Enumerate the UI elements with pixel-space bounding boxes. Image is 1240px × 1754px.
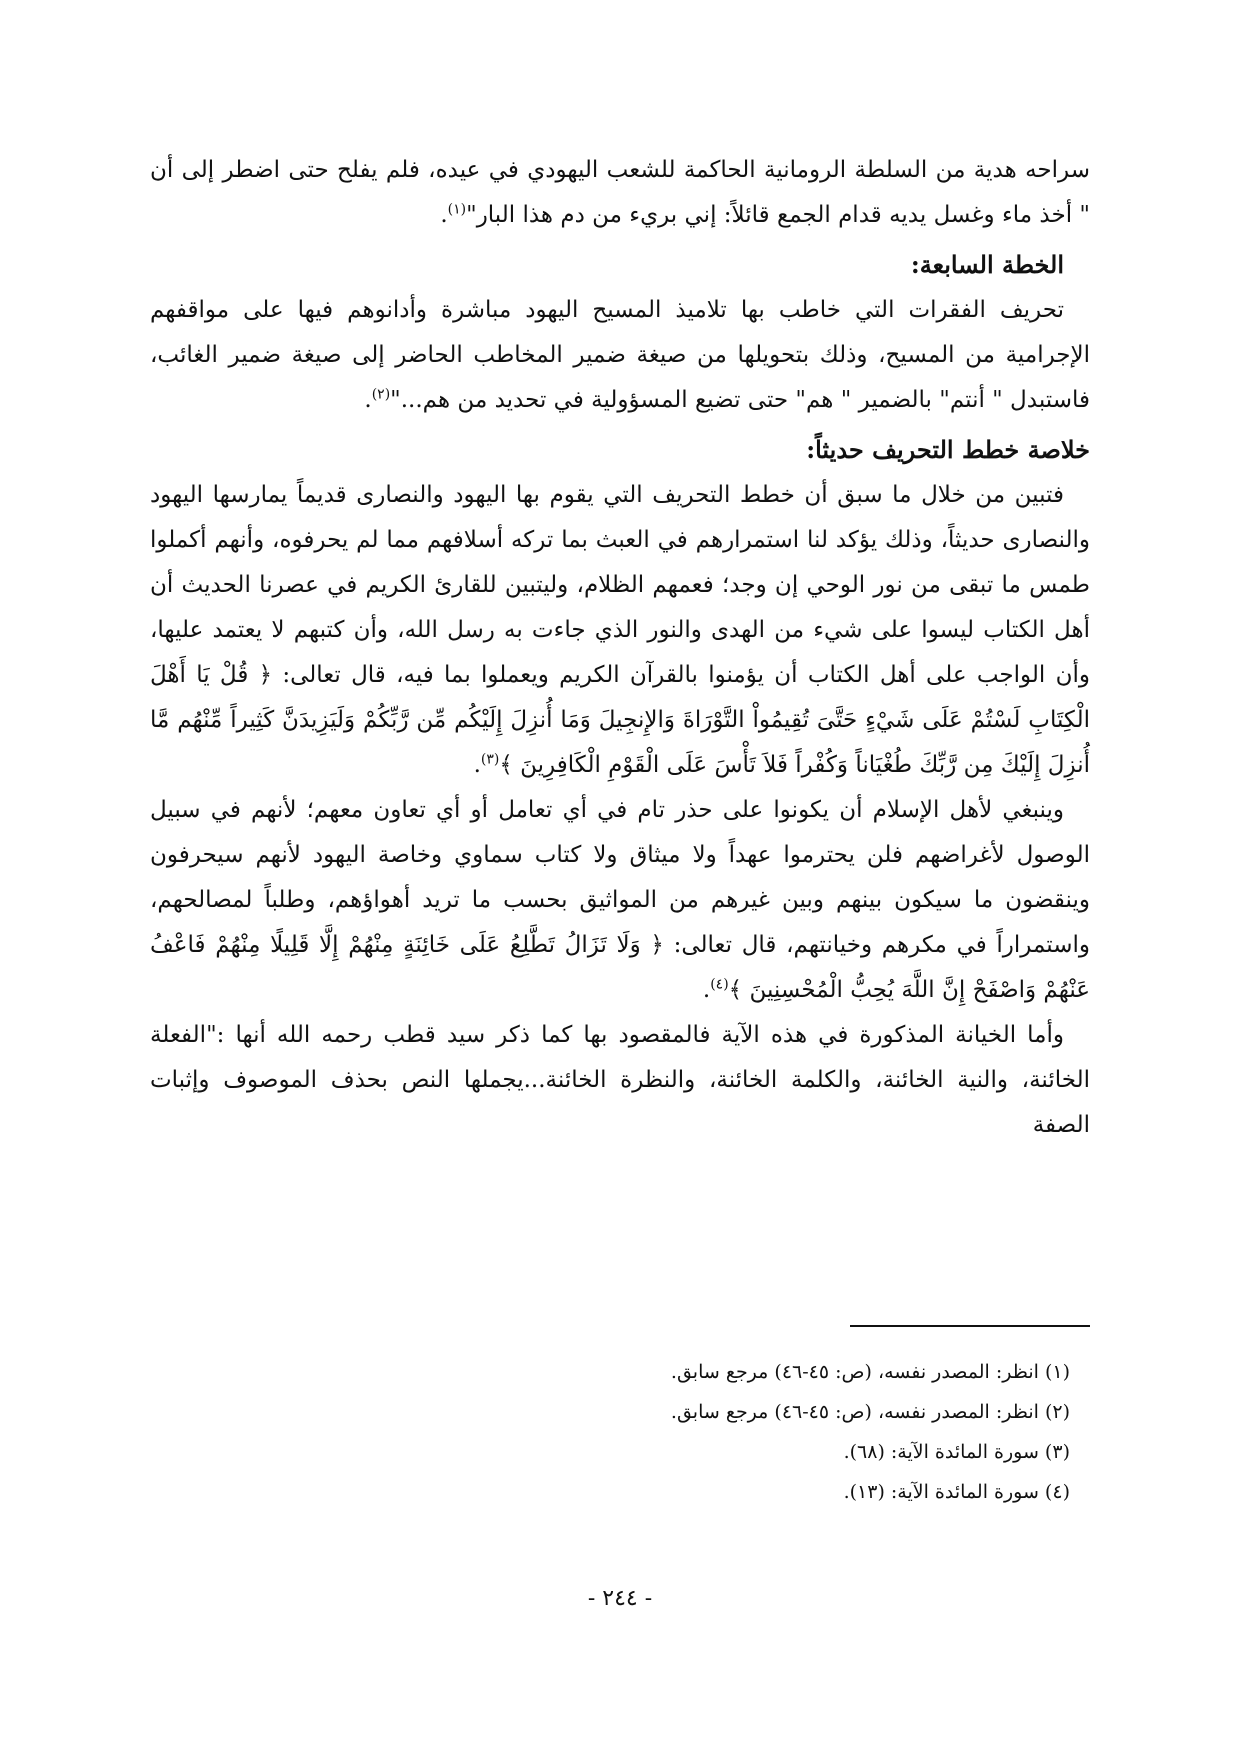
paragraph-4-end: . (702, 977, 711, 1003)
paragraph-1-text: سراحه هدية من السلطة الرومانية الحاكمة للشعب اليهودي في عيده، فلم يفلح حتى اضطر إلى أن " أخذ ماء وغسل يديه قدام الجمع قائلاً: إني بريء من دم هذا البار" (150, 157, 1090, 228)
paragraph-2 (150, 288, 1090, 423)
paragraph-3-text: فتبين من خلال ما سبق أن خطط التحريف التي يقوم بها اليهود والنصارى قديماً يمارسها اليهود والنصارى حديثاً، وذلك يؤكد لنا استمرارهم في العبث بما تركه أسلافهم مما لم يحرفوه، وأنهم أكملوا طمس ما تبقى من نور الوحي إن وجد؛ فعمهم الظلام، وليتبين للقارئ الكريم في عصرنا الحديث أن أهل الكتاب ليسوا على شيء من الهدى والنور الذي جاءت به رسل الله، وأن كتبهم لا يعتمد عليها، وأن الواجب على أهل الكتاب أن يؤمنوا بالقرآن الكريم ويعملوا بما فيه، قال تعالى: ﴿ قُلْ يَا أَهْلَ الْكِتَابِ لَسْتُمْ عَلَى شَيْءٍ حَتَّىَ تُقِيمُواْ التَّوْرَاةَ وَالإِنجِيلَ وَمَا أُنزِلَ إِلَيْكُم مِّن رَّبِّكُمْ وَلَيَزِيدَنَّ كَثِيراً مِّنْهُم مَّا أُنزِلَ إِلَيْكَ مِن رَّبِّكَ طُغْيَاناً وَكُفْراً فَلاَ تَأْسَ عَلَى الْقَوْمِ الْكَافِرِينَ ﴾ (150, 482, 1090, 778)
footnote-divider (850, 1325, 1090, 1327)
footnote-ref-4[interactable]: (٤) (710, 976, 729, 993)
footnote-2: (٢) انظر: المصدر نفسه، (ص: ٤٥-٤٦) مرجع سابق. (670, 1401, 1070, 1423)
footnote-3: (٣) سورة المائدة الآية: (٦٨). (843, 1441, 1070, 1463)
footnote-ref-2[interactable]: (٢) (371, 386, 391, 403)
paragraph-4 (150, 788, 1090, 1013)
footnote-ref-3[interactable]: (٣) (480, 751, 500, 768)
paragraph-3 (150, 473, 1090, 788)
footnote-4: (٤) سورة المائدة الآية: (١٣). (843, 1481, 1070, 1503)
section-heading-seventh-plan: الخطة السابعة: (910, 250, 1064, 279)
paragraph-1 (150, 148, 1090, 238)
paragraph-2-end: . (364, 387, 372, 413)
footnote-ref-1[interactable]: (١) (447, 201, 467, 218)
footnote-1: (١) انظر: المصدر نفسه، (ص: ٤٥-٤٦) مرجع سابق. (670, 1361, 1070, 1383)
footnotes-section (170, 1352, 1070, 1512)
paragraph-5: وأما الخيانة المذكورة في هذه الآية فالمقصود بها كما ذكر سيد قطب رحمه الله أنها :"الفعلة الخائنة، والنية الخائنة، والكلمة الخائنة، والنظرة الخائنة...يجملها النص بحذف الموصوف وإثبات الصفة (150, 1022, 1090, 1138)
paragraph-2-text: تحريف الفقرات التي خاطب بها تلاميذ المسيح اليهود مباشرة وأدانوهم فيها على مواقفهم الإجرامية من المسيح، وذلك بتحويلها من صيغة ضمير المخاطب الحاضر إلى صيغة ضمير الغائب، فاستبدل " أنتم" بالضمير " هم" حتى تضيع المسؤولية في تحديد من هم..." (150, 297, 1090, 413)
page-number: - ٢٤٤ - (587, 1586, 653, 1611)
paragraph-3-end: . (473, 752, 481, 778)
paragraph-1-end: . (440, 202, 448, 228)
section-heading-summary: خلاصة خطط التحريف حديثاً: (806, 435, 1090, 464)
paragraph-4-text: وينبغي لأهل الإسلام أن يكونوا على حذر تام في أي تعامل أو أي تعاون معهم؛ لأنهم في سبيل الوصول لأغراضهم فلن يحترموا عهداً ولا ميثاق ولا كتاب سماوي وخاصة اليهود لأنهم سيحرفون وينقضون ما سيكون بينهم وبين غيرهم من المواثيق بحسب ما تريد أهواؤهم، وطلباً لمصالحهم، واستمراراً في مكرهم وخيانتهم، قال تعالى: ﴿ وَلَا تَزَالُ تَطَّلِعُ عَلَى خَائِنَةٍ مِنْهُمْ إِلَّا قَلِيلًا مِنْهُمْ فَاعْفُ عَنْهُمْ وَاصْفَحْ إِنَّ اللَّهَ يُحِبُّ الْمُحْسِنِينَ ﴾ (150, 797, 1090, 1003)
